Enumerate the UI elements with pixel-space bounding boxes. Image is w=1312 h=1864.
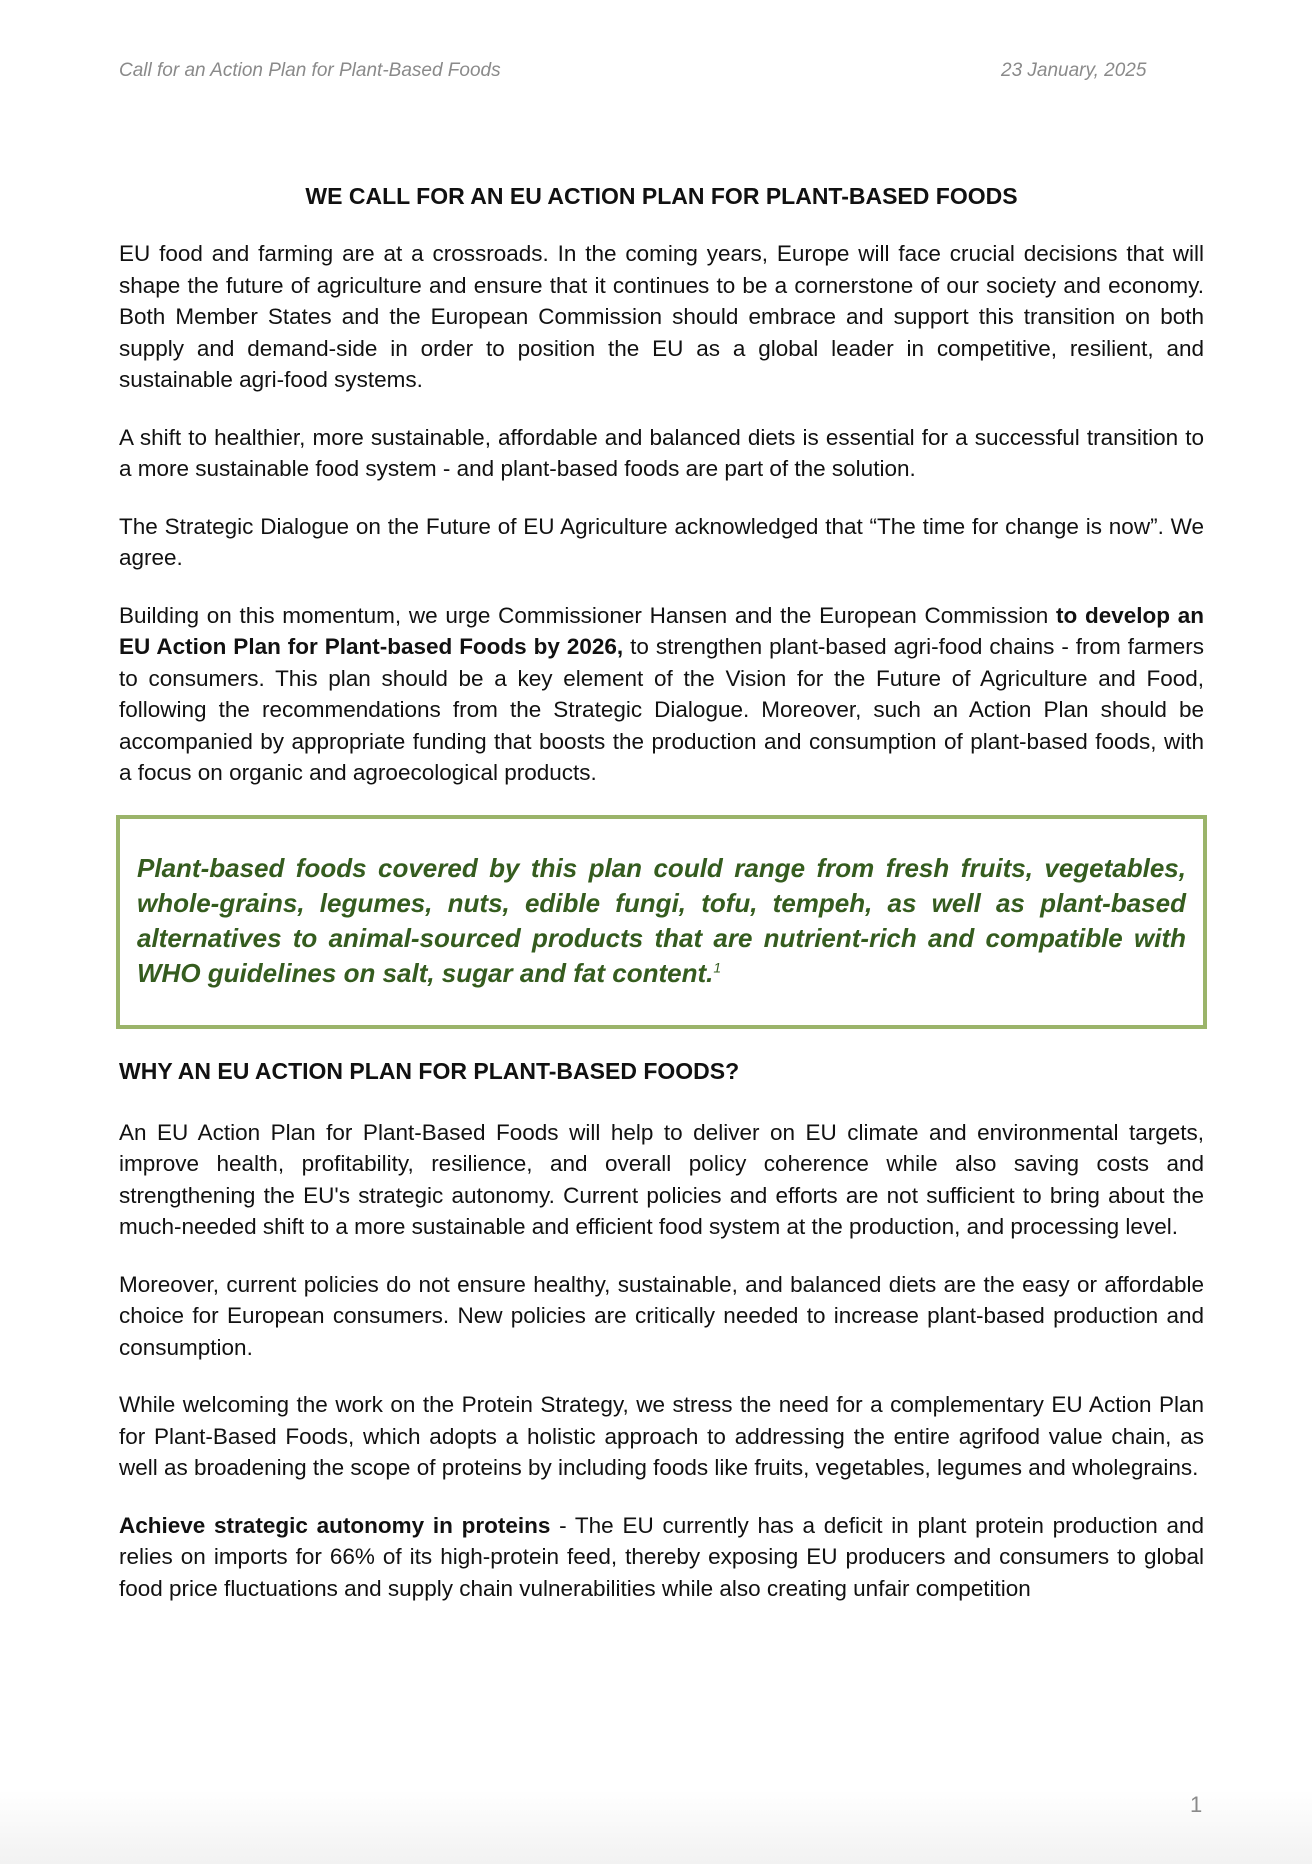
autonomy-heading: Achieve strategic autonomy in proteins	[119, 1512, 551, 1538]
paragraph-intro: EU food and farming are at a crossroads. In the coming years, Europe will face crucial decisions that will shape the future of agriculture and ensure that it continues to be a cornerstone of our society and economy. Both Member States and the European Commission should embrace and support this transition on both supply and demand-side in order to position the EU as a global leader in competitive, resilient, and sustainable agri-food systems.	[119, 241, 1204, 392]
call-text-after: to strengthen plant-based agri-food chains - from farmers to consumers. This plan should be a key element of the Vision for the Future of Agriculture and Food, following the recommendations from the Strategic Dialogue. Moreover, such an Action Plan should be accompanied by appropriate funding that boosts the production and consumption of plant-based foods, with a focus on organic and agroecological products.	[119, 634, 1205, 785]
autonomy-text: - The EU currently has a deficit in plant protein production and relies on imports for 66% of its high-protein feed, thereby exposing EU producers and consumers to global food price fluctuations and supply chain vulnerabilities while also creating unfair competition	[119, 1512, 1204, 1601]
call-text-bold: to develop an EU Action Plan for Plant-based Foods by 2026,	[119, 602, 1204, 659]
plant-foods-callout-box	[116, 815, 1207, 1029]
paragraph-call	[119, 600, 1204, 789]
page-number: 1	[1190, 1792, 1203, 1817]
footnote-marker[interactable]: 1	[713, 958, 722, 975]
paragraph-protein-strategy: While welcoming the work on the Protein Strategy, we stress the need for a complementary EU Action Plan for Plant-Based Foods, which adopts a holistic approach to addressing the entire agrifood value chain, as well as broadening the scope of proteins by including foods like fruits, vegetables, legumes and wholegrains.	[119, 1392, 1204, 1480]
paragraph-why: An EU Action Plan for Plant-Based Foods will help to deliver on EU climate and environmental targets, improve health, profitability, resilience, and overall policy coherence while also saving costs and strengthening the EU's strategic autonomy. Current policies and efforts are not sufficient to bring about the much-needed shift to a more sustainable and efficient food system at the production, and processing level.	[119, 1119, 1204, 1239]
section-heading: WHY AN EU ACTION PLAN FOR PLANT-BASED FOODS?	[119, 1057, 740, 1084]
page-title: WE CALL FOR AN EU ACTION PLAN FOR PLANT-BASED FOODS	[305, 183, 1018, 209]
header-date: 23 January, 2025	[1001, 60, 1147, 81]
document-body	[119, 180, 1204, 1630]
paragraph-autonomy	[119, 1510, 1204, 1605]
callout-paragraph	[137, 851, 1186, 991]
header-title: Call for an Action Plan for Plant-Based Foods	[119, 60, 501, 81]
paragraph-policies: Moreover, current policies do not ensure healthy, sustainable, and balanced diets are the easy or affordable choice for European consumers. New policies are critically needed to increase plant-based production and consumption.	[119, 1271, 1204, 1360]
call-text-before: Building on this momentum, we urge Commissioner Hansen and the European Commission	[119, 602, 1056, 628]
paragraph-shift: A shift to healthier, more sustainable, affordable and balanced diets is essential for a successful transition to a more sustainable food system - and plant-based foods are part of the solution.	[119, 424, 1204, 481]
paragraph-dialogue: The Strategic Dialogue on the Future of EU Agriculture acknowledged that “The time for change is now”. We agree.	[119, 513, 1204, 570]
callout-text: Plant-based foods covered by this plan could range from fresh fruits, vegetables, whole-grains, legumes, nuts, edible fungi, tofu, tempeh, as well as plant-based alternatives to animal-sourced products that are nutrient-rich and compatible with WHO guidelines on salt, sugar and fat content.	[137, 852, 1186, 988]
